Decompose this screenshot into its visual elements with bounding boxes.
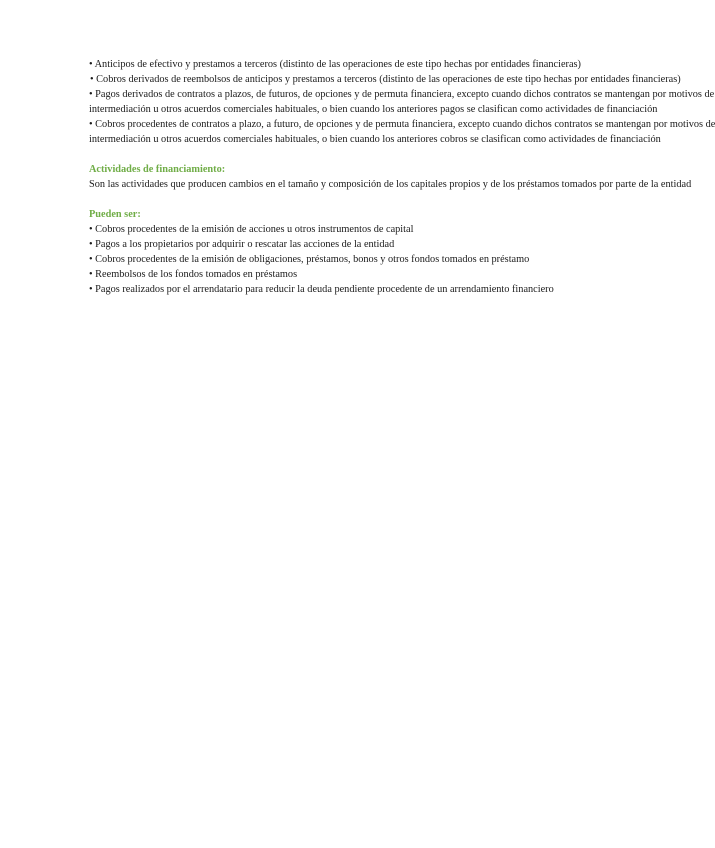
list-item: • Pagos realizados por el arrendatario para reducir la deuda pendiente procedente de un arrendamiento financiero bbox=[89, 284, 554, 295]
list-item: • Anticipos de efectivo y prestamos a terceros (distinto de las operaciones de este tipo hechas por entidades financieras) bbox=[89, 59, 581, 70]
list-item: • Cobros procedentes de contratos a plazo, a futuro, de opciones y de permuta financiera, excepto cuando dichos contratos se mantengan por motivos de bbox=[89, 119, 715, 130]
list-item-continuation: intermediación u otros acuerdos comerciales habituales, o bien cuando los anteriores pagos se clasifican como actividades de financiación bbox=[89, 104, 658, 115]
section-heading-list: Pueden ser: bbox=[89, 209, 141, 220]
list-item: • Cobros procedentes de la emisión de acciones u otros instrumentos de capital bbox=[89, 224, 414, 235]
list-item: • Pagos derivados de contratos a plazos, de futuros, de opciones y de permuta financiera, excepto cuando dichos contratos se mantengan por motivos de bbox=[89, 89, 715, 100]
section-description: Son las actividades que producen cambios en el tamaño y composición de los capitales propios y de los préstamos tomados por parte de la entidad bbox=[89, 179, 692, 190]
list-item: • Pagos a los propietarios por adquirir o rescatar las acciones de la entidad bbox=[89, 239, 395, 250]
section-heading-financing: Actividades de financiamiento: bbox=[89, 164, 226, 175]
document-content bbox=[89, 57, 715, 297]
list-item-continuation: intermediación u otros acuerdos comerciales habituales, o bien cuando los anteriores cobros se clasifican como actividades de financiación bbox=[89, 134, 661, 145]
list-item: • Cobros procedentes de la emisión de obligaciones, préstamos, bonos y otros fondos tomados en préstamo bbox=[89, 254, 530, 265]
list-item: • Cobros derivados de reembolsos de anticipos y prestamos a terceros (distinto de las operaciones de este tipo hechas por entidades financieras) bbox=[90, 74, 681, 85]
list-item: • Reembolsos de los fondos tomados en préstamos bbox=[89, 269, 298, 280]
spacer bbox=[89, 147, 576, 162]
spacer bbox=[89, 192, 576, 207]
